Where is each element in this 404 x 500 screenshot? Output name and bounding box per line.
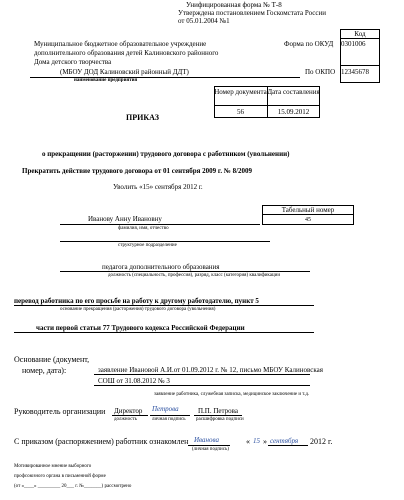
basis-label-2: номер, дата): bbox=[22, 366, 67, 375]
basis-value-1: заявление Ивановой А.И.от 01.09.2012 г. № 12, письмо МБОУ Калиновская bbox=[98, 366, 323, 374]
ack-date-open: « bbox=[246, 437, 250, 446]
head-name: П.П. Петрова bbox=[198, 407, 238, 415]
tab-number-header: Табельный номер bbox=[281, 206, 335, 214]
union-line1: Мотивированное мнение выборного bbox=[14, 464, 92, 469]
form-approval: Утверждена постановлением Госкомстата России bbox=[178, 9, 326, 17]
okud-value: 0301006 bbox=[341, 40, 366, 48]
head-signature: Петрова bbox=[152, 405, 179, 413]
union-line3: (от «____» _________ 20___ г. №_______) рассмотрено bbox=[14, 484, 132, 489]
order-subject: о прекращении (расторжении) трудового договора с работником (увольнении) bbox=[42, 150, 290, 158]
head-signature-caption: личная подпись bbox=[152, 417, 186, 422]
ack-day: 15 bbox=[253, 437, 260, 445]
termination-grounds-line1: перевод работника по его просьбе на работу к другому работодателю, пункт 5 bbox=[14, 297, 259, 305]
form-number: Унифицированная форма № Т-8 bbox=[186, 1, 282, 9]
org-name-line1: Муниципальное бюджетное образовательное учреждение bbox=[34, 40, 207, 48]
basis-caption: заявление работника, служебная записка, медицинское заключение и т.д. bbox=[154, 392, 310, 397]
terminate-contract: Прекратить действие трудового договора от 01 сентября 2009 г. № 8/2009 bbox=[22, 167, 253, 175]
okud-label: Форма по ОКУД bbox=[284, 40, 334, 48]
basis-value-2: СОШ от 31.08.2012 № 3 bbox=[98, 377, 170, 385]
doc-number-value: 56 bbox=[237, 108, 244, 116]
employee-name: Иванову Анну Ивановну bbox=[88, 215, 162, 223]
position-caption: должность (специальность, профессия), разряд, класс (категория) квалификации bbox=[108, 273, 281, 278]
ack-label: С приказом (распоряжением) работник ознакомлен bbox=[14, 437, 189, 446]
termination-grounds-caption: основание прекращения (расторжения) трудового договора (увольнения) bbox=[60, 307, 216, 312]
head-position: Директор bbox=[114, 407, 143, 415]
basis-label-1: Основание (документ, bbox=[14, 355, 90, 364]
org-name-line3: Дома детского творчества bbox=[34, 58, 112, 66]
org-name-line4: (МБОУ ДОД Калиновский районный ДДТ) bbox=[60, 68, 189, 76]
head-name-caption: расшифровка подписи bbox=[196, 417, 244, 422]
head-label: Руководитель организации bbox=[14, 407, 106, 416]
head-position-caption: должность bbox=[114, 417, 137, 422]
unit-caption: структурное подразделение bbox=[118, 243, 177, 248]
code-header: Код bbox=[354, 30, 366, 38]
form-approval-date: от 05.01.2004 №1 bbox=[178, 17, 230, 25]
ack-date-close: » bbox=[263, 437, 267, 446]
org-name-line2: дополнительного образования детей Калиновского районного bbox=[34, 49, 219, 57]
employee-position: педагога дополнительного образования bbox=[102, 263, 220, 271]
ack-signature: Иванова bbox=[194, 436, 220, 444]
doc-date-value: 15.09.2012 bbox=[277, 108, 310, 116]
tab-number-value: 45 bbox=[305, 217, 311, 223]
dismiss-date: Уволить «15» сентября 2012 г. bbox=[113, 183, 203, 191]
org-caption: наименование предприятия bbox=[74, 78, 138, 83]
okpo-label: По ОКПО bbox=[305, 68, 336, 76]
termination-grounds-line2: части первой статьи 77 Трудового кодекса Российской Федерации bbox=[36, 324, 245, 332]
doc-date-header: Дата составления bbox=[267, 88, 320, 96]
okpo-value: 12345678 bbox=[341, 68, 369, 76]
employee-name-caption: фамилия, имя, отчество bbox=[118, 226, 169, 231]
union-line2: профсоюзного органа в письменной форме bbox=[14, 474, 106, 479]
order-title: ПРИКАЗ bbox=[126, 113, 159, 122]
doc-number-header: Номер документа bbox=[214, 88, 267, 96]
ack-month: сентября bbox=[270, 437, 299, 445]
ack-signature-caption: (личная подпись) bbox=[192, 447, 229, 452]
ack-year: 2012 г. bbox=[310, 437, 333, 446]
